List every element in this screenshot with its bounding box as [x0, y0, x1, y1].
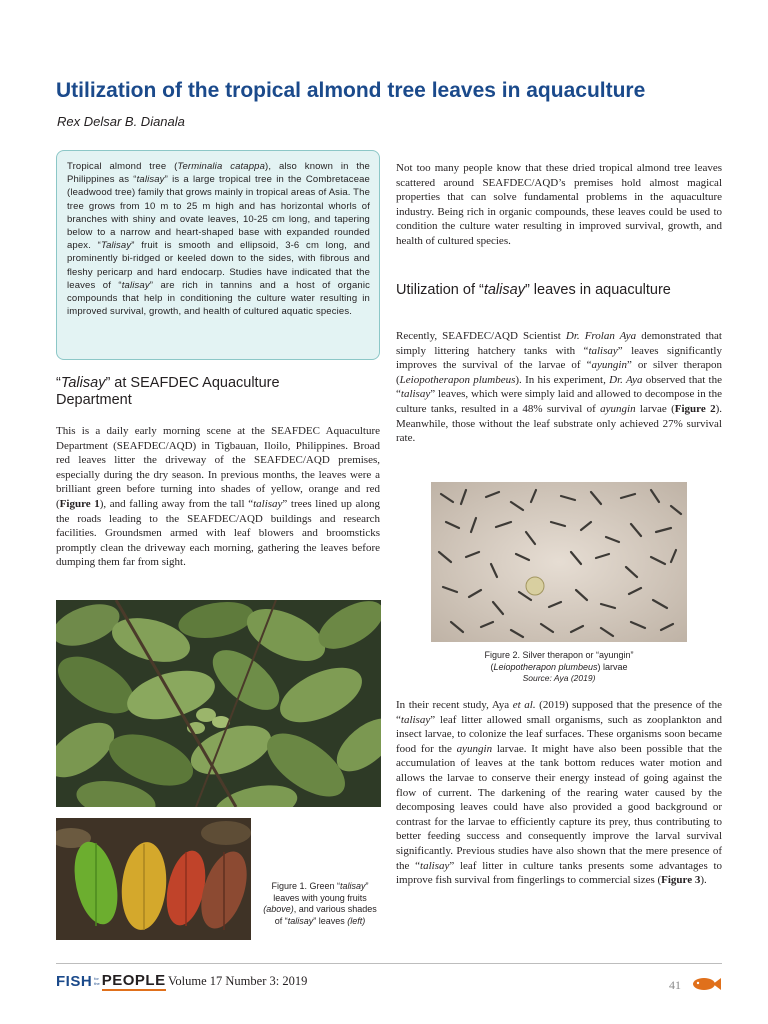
sidebar-text: ” are rich in tannins and a host of organic compounds that help in conditioning the culture water resulting in improved survival, growth, and health of cultured aquatic species.	[67, 279, 371, 318]
sidebar-text: ), also known in the Philippines as “	[67, 161, 370, 186]
logo-people-text: PEOPLE	[101, 972, 166, 989]
photo-silver-therapon-larvae	[431, 482, 687, 642]
sidebar-talisay: Talisay	[100, 240, 132, 252]
figure1-caption: Figure 1. Green “talisay” leaves with young fruits (above), and various shades of “talisay” leaves (left)	[263, 881, 377, 926]
issue-volume: Volume 17 Number 3: 2019	[168, 974, 308, 988]
figure3-reference: Figure 3	[661, 874, 701, 887]
sidebar-text: ” is a large tropical tree in the Combretaceae (leadwood tree) family that grows mainly in tropical areas of Asia. The tree grows from 10 m to 25 m high and has horizontal whorls of branches with shiny and ovate leaves, 10-25 cm long, and tapering below to a narrow and heart-shaped base with expanded rounded apex. “	[67, 174, 370, 252]
sidebar-scientific-name: Terminalia catappa	[177, 161, 266, 172]
page-number: 41	[669, 978, 681, 992]
article-author: Rex Delsar B. Dianala	[57, 114, 185, 129]
colored-leaves-illustration	[56, 818, 251, 940]
section1-paragraph: This is a daily early morning scene at the SEAFDEC Aquaculture Department (SEAFDEC/AQD) in Tigbauan, Iloilo, Philippines. Broad red leaves litter the driveway of the SEAFDEC/AQD premises, especially during the dry season. In previous months, the leaves were a brilliant green before turning into shades of yellow, orange and red (Figure 1), and falling away from the tall “talisay” trees lined up along the roads leading to the SEAFDEC/AQD buildings and research facilities. Groundsmen armed with leaf blowers and broomsticks promptly clean the driveway each morning, gathering the leaves before dumping them far from sight.	[56, 425, 380, 569]
right-column-intro-paragraph: Not too many people know that these dried tropical almond tree leaves scattered around SEAFDEC/AQD’s premises hold almost magical properties that can solve fundamental problems in the aquaculture industry. Being rich in organic compounds, these leaves could be used to condition the culture water resulting in improved survival, growth, and health of cultured species.	[396, 162, 722, 247]
sidebar-talisay: talisay	[121, 279, 150, 291]
intro-sidebar-box	[56, 150, 380, 360]
footer-divider	[56, 963, 722, 964]
photo-various-colored-leaves	[56, 818, 251, 940]
figure2-caption	[431, 650, 687, 685]
larvae-photo-illustration	[431, 482, 687, 642]
fish-icon	[692, 977, 722, 991]
section-heading-utilization-talisay: Utilization of “talisay” leaves in aquaculture	[396, 282, 671, 298]
sidebar-text: Tropical almond tree (	[67, 161, 178, 172]
figure1-reference: Figure 1	[59, 497, 100, 510]
fish-for-the-people-logo	[56, 972, 166, 991]
photo-green-leaves-with-fruits	[56, 600, 381, 807]
figure2-caption-line2: (Leiopotherapon plumbeus) larvae	[490, 661, 628, 672]
figure2-caption-line1: Figure 2. Silver therapon or “ayungin”	[484, 650, 634, 660]
leaves-photo-illustration	[56, 600, 381, 807]
logo-small-text: for the	[94, 976, 100, 986]
figure2-source: Source: Aya (2019)	[522, 673, 596, 683]
right-column-paragraph-3: In their recent study, Aya et al. (2019) supposed that the presence of the “talisay” leaf litter allowed small organisms, such as zooplankton and insect larvae, to colonize the leaf surfaces. These organisms soon became food for the ayungin larvae. It might have also been possible that the accumulation of leaves at the tank bottom reduces water motion and allows the larvae to conserve their energy instead of going against the flow of current. The darkening of the rearing water caused by the decomposing leaves could have also provided a good background or contrast for the larvae to efficiently capture its prey, thus contributing to better feeding success and consequently improve the larval survival significantly. Previous studies have also shown that the mere presence of the “talisay” leaf litter in culture tanks presents some advantages to improve fish survival from fingerlings to commercial sizes (Figure 3).	[396, 699, 722, 887]
sidebar-talisay: talisay	[136, 174, 165, 186]
right-column-paragraph-2: Recently, SEAFDEC/AQD Scientist Dr. Frolan Aya demonstrated that simply littering hatchery tanks with “talisay” leaves significantly improves the survival of the larvae of “ayungin” or silver therapon (Leiopotherapon plumbeus). In his experiment, Dr. Aya observed that the “talisay” leaves, which were simply laid and allowed to decompose in the culture tanks, resulted in a 48% survival of ayungin larvae (Figure 2). Meanwhile, those without the leaf substrate only achieved 27% survival rate.	[396, 330, 722, 445]
section-heading-talisay-seafdec: “Talisay” at SEAFDEC Aquaculture Department	[56, 375, 280, 408]
sidebar-text: ” fruit is smooth and ellipsoid, 3-6 cm long, and prominently bi-ridged or keeled down to the sides, with fibrous and fleshy pericarp and hard endocarp. Studies have indicated that the leaves of “	[67, 240, 371, 291]
article-title: Utilization of the tropical almond tree leaves in aquaculture	[56, 79, 646, 102]
logo-fish-text: FISH	[56, 973, 93, 990]
figure2-reference: Figure 2	[674, 402, 716, 415]
